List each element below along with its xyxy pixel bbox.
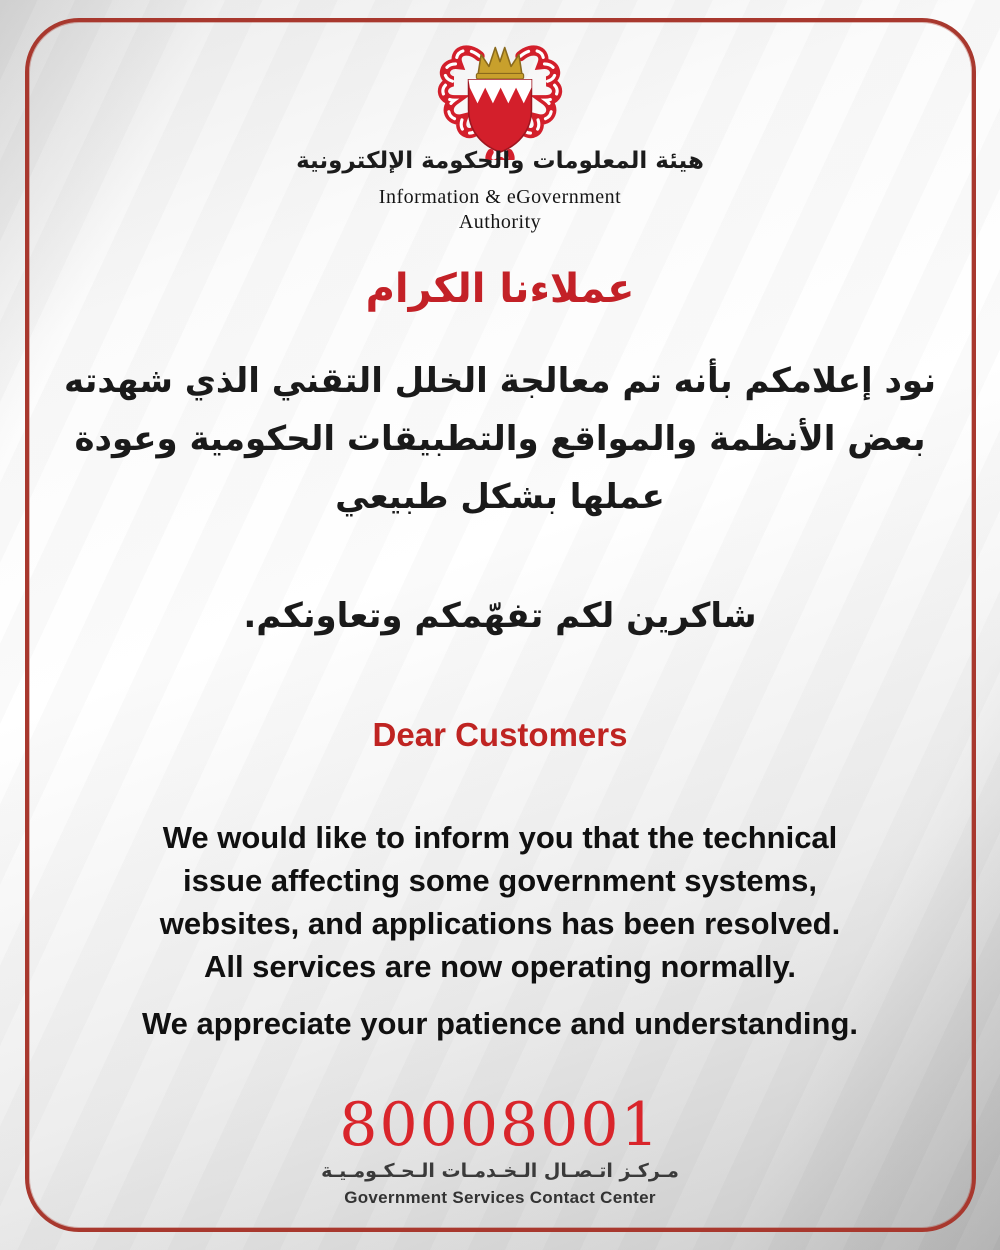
contact-phone-number: 80008001 <box>339 1090 661 1160</box>
org-name-arabic: هيئة المعلومات والحكومة الإلكترونية <box>296 148 704 174</box>
org-name-english-line1: Information & eGovernment <box>378 186 622 208</box>
arabic-body <box>60 352 940 526</box>
english-body-line-1: We would like to inform you that the technical <box>162 820 838 855</box>
arabic-thanks-line: شاكرين لكم تفهّمكم وتعاونكم. <box>243 596 757 636</box>
english-body <box>60 816 940 988</box>
english-body-line-2: issue affecting some government systems, <box>182 863 817 898</box>
arabic-body-line-3: عملها بشكل طبيعي <box>335 477 665 517</box>
arabic-heading: عملاءنا الكرام <box>365 266 635 312</box>
contact-center-name-arabic: مـركـز اتـصـال الـخـدمـات الـحـكـومـيـة <box>321 1160 679 1182</box>
logo-block <box>60 42 940 165</box>
bahrain-coat-of-arms-icon <box>415 42 585 160</box>
arabic-body-line-2: بعض الأنظمة والمواقع والتطبيقات الحكومية وعودة <box>74 419 926 459</box>
english-appreciation-line: We appreciate your patience and understanding. <box>141 1006 859 1041</box>
contact-center-name-english: Government Services Contact Center <box>344 1188 656 1207</box>
org-name-english-line2: Authority <box>458 211 542 233</box>
english-body-line-4: All services are now operating normally. <box>203 949 797 984</box>
arabic-body-line-1: نود إعلامكم بأنه تم معالجة الخلل التقني الذي شهدته <box>64 361 936 401</box>
english-body-line-3: websites, and applications has been resolved. <box>159 906 841 941</box>
english-heading: Dear Customers <box>372 716 628 753</box>
